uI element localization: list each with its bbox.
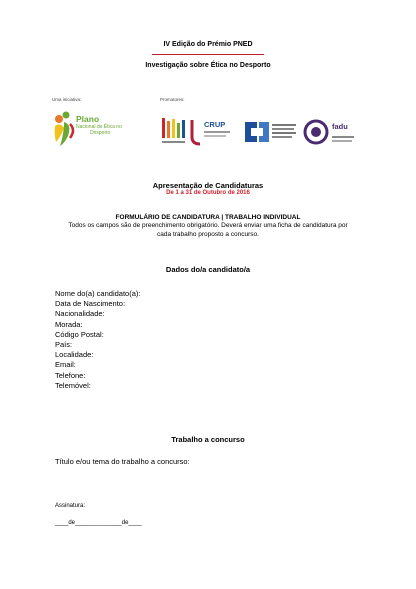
- field-nacionalidade[interactable]: Nacionalidade:: [55, 309, 105, 319]
- plano-text-line2: Nacional de Ética no: [76, 124, 122, 130]
- subtitle: Investigação sobre Ética no Desporto: [145, 62, 271, 69]
- form-note-line1: Todos os campos são de preenchimento obrigatório. Deverá enviar uma ficha de candidatura por: [68, 222, 348, 229]
- signature-label[interactable]: Assinatura:: [55, 503, 86, 509]
- signature-date-line[interactable]: ____de______________de____: [55, 520, 142, 526]
- ipdj-logo: [161, 117, 187, 147]
- crup-subtext-bar2: [204, 135, 226, 137]
- plano-text-line3: Desporto: [90, 130, 111, 136]
- title-divider: [152, 54, 264, 55]
- field-telemovel[interactable]: Telemóvel:: [55, 380, 91, 390]
- field-localidade[interactable]: Localidade:: [55, 350, 94, 360]
- field-telefone[interactable]: Telefone:: [55, 370, 86, 380]
- promoters-label: Promotores:: [160, 97, 185, 102]
- ccisp-logo: [243, 118, 298, 146]
- field-titulo-trabalho[interactable]: Título e/ou tema do trabalho a concurso:: [55, 457, 190, 466]
- candidate-fields: [55, 289, 140, 391]
- form-note: [52, 222, 364, 239]
- fadu-logo: [303, 118, 359, 148]
- field-morada[interactable]: Morada:: [55, 319, 83, 329]
- trabalho-heading: Trabalho a concurso: [171, 435, 245, 444]
- ipdj-logo-mark: [161, 117, 187, 147]
- edition-title: IV Edição do Prémio PNED: [163, 41, 253, 48]
- field-codigo-postal[interactable]: Código Postal:: [55, 329, 104, 339]
- dados-heading: Dados do/a candidato/a: [165, 265, 251, 274]
- form-title: FORMULÁRIO DE CANDIDATURA | TRABALHO INDIVIDUAL: [115, 214, 301, 221]
- field-email[interactable]: Email:: [55, 360, 76, 370]
- fadu-logo-mark: [303, 118, 359, 148]
- field-pais[interactable]: País:: [55, 340, 73, 350]
- field-data-nascimento[interactable]: Data de Nascimento:: [55, 299, 126, 309]
- apresentacao-title: Apresentação de Candidaturas: [152, 181, 264, 190]
- ccisp-logo-mark: [243, 118, 298, 146]
- plano-text-line1: Plano: [76, 114, 100, 124]
- crup-logo: [190, 117, 234, 147]
- fadu-text: fadu: [332, 122, 348, 131]
- crup-text: CRUP: [204, 120, 226, 129]
- field-nome[interactable]: Nome do(a) candidato(a):: [55, 289, 141, 298]
- apresentacao-dates: De 1 a 31 de Outubro de 2016: [166, 190, 250, 196]
- initiative-label: Uma iniciativa:: [52, 97, 82, 102]
- crup-subtext-bar: [204, 131, 230, 133]
- plano-nacional-logo: [50, 108, 130, 150]
- form-note-line2: cada trabalho proposto a concurso.: [157, 230, 259, 238]
